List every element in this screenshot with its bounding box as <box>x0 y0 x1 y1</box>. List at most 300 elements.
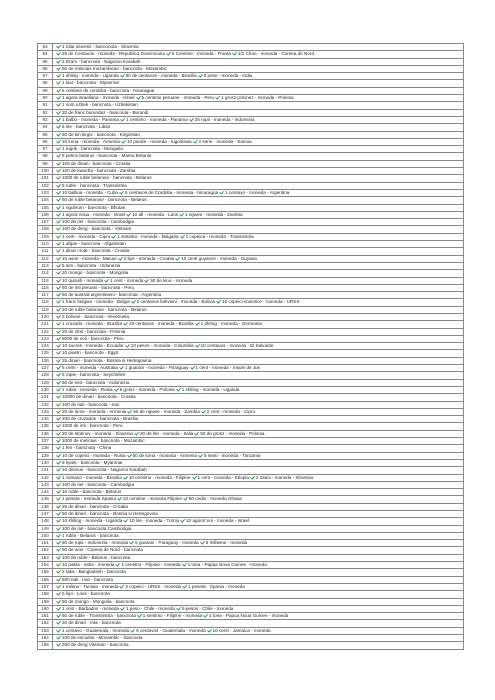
table-row <box>38 197 464 204</box>
checkmark-icon <box>195 322 200 326</box>
item-text: 1 tolar slovenii - banconota - Slovenia <box>62 44 139 49</box>
item-text: 5 rupie - bancnota - Seychelles <box>62 372 126 378</box>
row-number: 95 <box>38 131 53 138</box>
item-text: 10 ruble - bancnota - Belarus <box>62 489 122 495</box>
row-items <box>53 73 464 80</box>
row-items <box>53 386 464 393</box>
checkmark-icon <box>56 366 61 370</box>
table-row <box>38 365 464 372</box>
item-text: 1 cent - moneda <box>110 277 144 283</box>
checkmark-icon <box>56 169 61 173</box>
row-items <box>53 284 464 291</box>
row-items <box>53 452 464 459</box>
row-number: 84 <box>38 51 53 58</box>
table-row <box>38 532 464 539</box>
table-row <box>38 598 464 605</box>
checkmark-icon <box>56 344 61 348</box>
checkmark-icon <box>216 300 221 304</box>
checkmark-icon <box>56 139 61 143</box>
item-text: 1 centavo - moneda - Argentina <box>225 189 290 195</box>
item-text: 1 peso - Chile - moneda <box>125 605 175 611</box>
checkmark-icon <box>56 636 61 640</box>
checkmark-icon <box>56 497 61 501</box>
checkmark-icon <box>56 293 61 297</box>
item-text: 5 grosz - moneda - Polonia <box>119 386 175 392</box>
row-number: 125 <box>38 350 53 357</box>
item-text: 10 de copeici - moneda - Rusia <box>62 452 126 458</box>
row-number: 105 <box>38 204 53 211</box>
row-number: 153 <box>38 554 53 561</box>
checkmark-icon <box>56 358 61 362</box>
item-text: 100 de riel - bancnota - Cambodgia <box>62 481 135 487</box>
row-items <box>53 598 464 605</box>
row-items <box>53 416 464 423</box>
table-row <box>38 576 464 583</box>
item-text: 5 centi - moneda - Australia <box>62 365 118 371</box>
row-items <box>53 116 464 123</box>
checkmark-icon <box>137 614 142 618</box>
row-items <box>53 430 464 437</box>
row-items <box>53 65 464 72</box>
row-items <box>53 635 464 642</box>
item-text: 1 tugrik - bancnota - Mongolia <box>62 146 123 152</box>
item-text: 2 tolarii - moneda - Slovenia <box>255 474 314 480</box>
row-items <box>53 379 464 386</box>
row-number: 88 <box>38 80 53 87</box>
item-text: 200 de cruzados - bancnota - Brazilia <box>62 416 139 422</box>
table-row <box>38 182 464 189</box>
row-number: 156 <box>38 576 53 583</box>
item-text: 100 de kwacha - bancnota - Zambia <box>62 168 136 174</box>
checkmark-icon <box>56 621 61 625</box>
item-text: 5000 de soli - bancnota - Peru <box>62 335 124 341</box>
item-text: 1 copeica - moneda - Transnistria <box>185 233 254 239</box>
row-items <box>53 277 464 284</box>
row-number: 141 <box>38 467 53 474</box>
item-text: 1000 de meticais - bancnota - Mozambic <box>62 438 145 444</box>
checkmark-icon <box>56 117 61 121</box>
item-text: 1 guarani - moneda - Paraguay <box>124 365 189 371</box>
item-text: 2 taka - Bangladesh - bancnota <box>62 569 126 575</box>
item-text: 2 Dram - bancnota - Nagorno Karabah <box>62 58 141 64</box>
item-text: 1 pfenig - moneda - Germania <box>200 321 262 327</box>
item-text: 10 centime - moneda Filipine <box>122 496 182 502</box>
checkmark-icon <box>194 431 199 435</box>
table-row <box>38 226 464 233</box>
table-row <box>38 160 464 167</box>
table-row <box>38 87 464 94</box>
checkmark-icon <box>56 395 61 399</box>
checkmark-icon <box>189 117 194 121</box>
checkmark-icon <box>219 190 224 194</box>
row-number: 160 <box>38 605 53 612</box>
row-items <box>53 605 464 612</box>
row-items <box>53 270 464 277</box>
checkmark-icon <box>136 96 141 100</box>
row-items <box>53 547 464 554</box>
row-number: 86 <box>38 65 53 72</box>
table-row <box>38 452 464 459</box>
item-text: 1 dinar croat - bancnota - Croatia <box>62 248 130 254</box>
item-text: 5 centime de cordoba - bancnota - Nicaragua <box>62 87 155 93</box>
table-row <box>38 102 464 109</box>
table-row <box>38 343 464 350</box>
table-row <box>38 591 464 598</box>
checkmark-icon <box>198 74 203 78</box>
checkmark-icon <box>207 628 212 632</box>
table-row <box>38 109 464 116</box>
checkmark-icon <box>176 606 181 610</box>
row-number: 139 <box>38 452 53 459</box>
checkmark-icon <box>56 431 61 435</box>
table-row <box>38 299 464 306</box>
item-text: 50 de rupii - Indonezia - moneda <box>62 540 129 546</box>
row-number: 121 <box>38 321 53 328</box>
checkmark-icon <box>56 351 61 355</box>
table-row <box>38 416 464 423</box>
row-items <box>53 58 464 65</box>
item-text: 5 kyats - bancnota - Myanmar <box>62 459 123 465</box>
row-number: 117 <box>38 292 53 299</box>
checkmark-icon <box>179 212 184 216</box>
row-number: 145 <box>38 496 53 503</box>
checkmark-icon <box>250 475 255 479</box>
checkmark-icon <box>56 271 61 275</box>
item-text: 500 riali - Iran - bancnota <box>62 576 114 582</box>
row-number: 154 <box>38 562 53 569</box>
checkmark-icon <box>56 329 61 333</box>
item-text: 100 de escudos - Mozambic - bancnota <box>62 635 143 641</box>
row-items <box>53 518 464 525</box>
item-text: 1 cent - moneda - Cipru <box>62 233 111 239</box>
row-items <box>53 219 464 226</box>
row-number: 112 <box>38 255 53 262</box>
row-number: 102 <box>38 182 53 189</box>
checkmark-icon <box>56 439 61 443</box>
checkmark-icon <box>123 519 128 523</box>
row-items <box>53 438 464 445</box>
item-text: 1 som uzbek - bancnota - Uzbekistan <box>62 102 138 108</box>
checkmark-icon <box>56 548 61 552</box>
row-number: 127 <box>38 365 53 372</box>
row-number: 126 <box>38 357 53 364</box>
row-number: 161 <box>38 613 53 620</box>
row-items <box>53 562 464 569</box>
checkmark-icon <box>56 599 61 603</box>
table-row <box>38 335 464 342</box>
checkmark-icon <box>56 417 61 421</box>
row-items <box>53 525 464 532</box>
item-text: 2 lipe - moneda - Croatia <box>123 255 175 261</box>
table-row <box>38 124 464 131</box>
row-items <box>53 613 464 620</box>
row-number: 164 <box>38 635 53 642</box>
checkmark-icon <box>56 249 61 253</box>
item-text: 1 fen - bancnota - China <box>62 445 112 451</box>
item-text: 5 Centime - moneda - Franta <box>171 51 231 57</box>
checkmark-icon <box>56 402 61 406</box>
item-text: 2 centavos bolivieni - moneda - Bolivia <box>136 299 216 305</box>
row-items <box>53 131 464 138</box>
item-text: 20 de stotinov - moneda - Slovenia <box>62 430 133 436</box>
table-row <box>38 459 464 466</box>
table-row <box>38 241 464 248</box>
row-number: 151 <box>38 540 53 547</box>
checkmark-icon <box>56 453 61 457</box>
checkmark-icon <box>56 526 61 530</box>
row-items <box>53 211 464 218</box>
item-text: 25 rupii - moneda - Indonezia <box>194 116 255 122</box>
row-number: 134 <box>38 416 53 423</box>
row-number: 108 <box>38 226 53 233</box>
checkmark-icon <box>176 387 181 391</box>
item-text: 20 mongo - bancnota - Mongolia <box>62 270 129 276</box>
row-items <box>53 197 464 204</box>
row-number: 132 <box>38 401 53 408</box>
item-text: 10 pesos - moneda - Columbia <box>130 343 194 349</box>
row-items <box>53 576 464 583</box>
checkmark-icon <box>56 59 61 63</box>
table-row <box>38 233 464 240</box>
row-items <box>53 343 464 350</box>
item-text: 100 de dinari - bancnota - Croatia <box>62 160 131 166</box>
checkmark-icon <box>56 460 61 464</box>
row-items <box>53 335 464 342</box>
row-items <box>53 175 464 182</box>
item-text: 50 de grosz - moneda - Polonia <box>200 430 265 436</box>
row-items <box>53 95 464 102</box>
item-text: 10 luma - moneda - Armenia <box>62 138 120 144</box>
row-number: 149 <box>38 525 53 532</box>
row-items <box>53 299 464 306</box>
row-items <box>53 401 464 408</box>
item-text: 10 afi - moneda - Laos <box>132 211 179 217</box>
table-row <box>38 270 464 277</box>
checkmark-icon <box>56 584 61 588</box>
row-number: 99 <box>38 160 53 167</box>
checkmark-icon <box>127 409 132 413</box>
item-text: 5 pese - moneda - India <box>203 73 253 79</box>
table-row <box>38 189 464 196</box>
checkmark-icon <box>134 431 139 435</box>
item-text: 1 agora noua - moneda - Israel <box>62 211 126 217</box>
item-text: 1 peseta - Spania - moneda <box>188 583 245 589</box>
table-row <box>38 423 464 430</box>
table-row <box>38 51 464 58</box>
checkmark-icon <box>56 563 61 567</box>
item-text: 50 de ruble belaruse - bancnota - Belarus <box>62 197 147 203</box>
checkmark-icon <box>56 285 61 289</box>
row-items <box>53 540 464 547</box>
table-row <box>38 627 464 634</box>
row-items <box>53 620 464 627</box>
item-text: 1000 de ruble belaruse - bancnota - Belarus <box>62 175 152 181</box>
table-row <box>38 168 464 175</box>
row-items <box>53 313 464 320</box>
item-text: 200 de dong Vietnam - bancnota <box>62 642 129 648</box>
checkmark-icon <box>56 424 61 428</box>
item-text: 10 copeici sovietice - moneda - URSS <box>222 299 300 305</box>
item-text: 5 centavos - Guatemala - moneda <box>136 627 206 633</box>
table-row <box>38 80 464 87</box>
item-text: 10 centavos - moneda - El Salvador <box>200 343 274 349</box>
item-text: 20 de zloti - bancnota - Polonia <box>62 328 126 334</box>
item-text: 10 piastri - bancnota - Egipt <box>62 350 119 356</box>
table-row <box>38 65 464 72</box>
checkmark-icon <box>56 190 61 194</box>
row-items <box>53 372 464 379</box>
item-text: 1 grosz polonez - moneda - Polonia <box>221 95 294 101</box>
row-items <box>53 489 464 496</box>
row-number: 137 <box>38 438 53 445</box>
item-text: 50 de centavos - moneda - Brazilia <box>125 73 197 79</box>
item-text: 5 pesos - Chile - moneda <box>181 605 234 611</box>
checkmark-icon <box>56 183 61 187</box>
item-text: 50 de australi argentinieni - bancnota - Argentina <box>62 292 162 298</box>
item-text: 5 lire - bancnota - Liban <box>62 124 111 130</box>
table-row <box>38 511 464 518</box>
table-row <box>38 248 464 255</box>
item-text: 100 de dong - bancnota - Vietnam <box>62 226 132 232</box>
item-text: 1 afgan - bancnota - Afganistan <box>62 241 126 247</box>
row-items <box>53 503 464 510</box>
row-items <box>53 365 464 372</box>
checkmark-icon <box>56 154 61 158</box>
table-row <box>38 401 464 408</box>
row-items <box>53 109 464 116</box>
table-row <box>38 146 464 153</box>
checkmark-icon <box>56 475 61 479</box>
row-items <box>53 357 464 364</box>
item-text: 1 rubla - Belarus - bancnota <box>62 532 119 538</box>
row-items <box>53 182 464 189</box>
row-number: 144 <box>38 489 53 496</box>
table-row <box>38 540 464 547</box>
checkmark-icon <box>56 606 61 610</box>
row-number: 101 <box>38 175 53 182</box>
table-row <box>38 518 464 525</box>
row-number: 138 <box>38 445 53 452</box>
row-items <box>53 511 464 518</box>
item-text: 20 de dinari - Irak - bancnota <box>62 620 121 626</box>
item-text: 100 de riel - bancnota - Cambodgia <box>62 219 135 225</box>
checkmark-icon <box>56 256 61 260</box>
table-row <box>38 153 464 160</box>
table-row <box>38 620 464 627</box>
item-text: 10 lire - moneda - Turcia <box>129 518 180 524</box>
row-number: 147 <box>38 511 53 518</box>
table-row <box>38 95 464 102</box>
row-items <box>53 459 464 466</box>
item-text: 10 dinmuri - bancnota - Nagorno Karabah <box>62 467 147 473</box>
checkmark-icon <box>56 541 61 545</box>
item-text: 1 ngultrum - bancnota - Bhutan <box>62 204 126 210</box>
item-text: 2 sene - moneda - Samoa <box>198 138 252 144</box>
row-number: 158 <box>38 591 53 598</box>
checkmark-icon <box>56 227 61 231</box>
table-row <box>38 554 464 561</box>
row-items <box>53 51 464 58</box>
item-text: 1 franc belgian - moneda - Belgia <box>62 299 130 305</box>
checkmark-icon <box>192 475 197 479</box>
checkmark-icon <box>56 205 61 209</box>
item-text: 1/2 Chon - moneda - Coreea de Nord <box>237 51 315 57</box>
row-items <box>53 226 464 233</box>
item-text: 1 toea - Papua Noua Guinee - moneda <box>209 613 289 619</box>
row-number: 93 <box>38 116 53 123</box>
item-text: 50 de meticais mozambican - bancnota - Mozambic <box>62 65 167 71</box>
item-text: 10 sucres - moneda - Ecuador <box>62 343 124 349</box>
table-row <box>38 467 464 474</box>
item-text: 50 de mongo - Mongolia - bancnota <box>62 598 135 604</box>
item-text: 100 de riali - bancnota - Iran <box>62 401 120 407</box>
row-number: 96 <box>38 138 53 145</box>
table-row <box>38 394 464 401</box>
table-row <box>38 284 464 291</box>
row-items <box>53 532 464 539</box>
table-row <box>38 642 464 649</box>
item-text: 50 de inti peruani - bancnota - Peru <box>62 284 135 290</box>
item-text: 5 senti - moneda - Tanzania <box>203 452 261 458</box>
row-number: 111 <box>38 248 53 255</box>
row-items <box>53 423 464 430</box>
row-items <box>53 168 464 175</box>
checkmark-icon <box>56 533 61 537</box>
checkmark-icon <box>118 256 123 260</box>
table-row <box>38 547 464 554</box>
row-number: 157 <box>38 583 53 590</box>
row-items <box>53 262 464 269</box>
checkmark-icon <box>120 606 125 610</box>
checkmark-icon <box>120 117 125 121</box>
row-items <box>53 306 464 313</box>
row-items <box>53 241 464 248</box>
item-text: 5 petice belarus - bancnota - Marea Britanie <box>62 153 152 159</box>
row-number: 100 <box>38 168 53 175</box>
item-text: 1 cent - moneda - Etiopia <box>197 474 249 480</box>
row-items <box>53 467 464 474</box>
checkmark-icon <box>126 212 131 216</box>
row-number: 136 <box>38 430 53 437</box>
checkmark-icon <box>56 147 61 151</box>
checkmark-icon <box>56 125 61 129</box>
item-text: 10 parale - moneda - Iugoslavia <box>126 138 192 144</box>
table-row <box>38 262 464 269</box>
checkmark-icon <box>56 614 61 618</box>
row-items <box>53 583 464 590</box>
table-row <box>38 525 464 532</box>
row-items <box>53 642 464 649</box>
checkmark-icon <box>56 555 61 559</box>
table-row <box>38 313 464 320</box>
checkmark-icon <box>144 278 149 282</box>
checkmark-icon <box>123 322 128 326</box>
row-items <box>53 474 464 481</box>
row-number: 119 <box>38 306 53 313</box>
row-number: 146 <box>38 503 53 510</box>
row-number: 128 <box>38 372 53 379</box>
row-items <box>53 627 464 634</box>
row-items <box>53 80 464 87</box>
checkmark-icon <box>56 66 61 70</box>
checkmark-icon <box>182 584 187 588</box>
item-text: 5 kipi - Laos - bancnota <box>62 591 110 597</box>
table-row <box>38 350 464 357</box>
row-number: 148 <box>38 518 53 525</box>
table-row <box>38 386 464 393</box>
row-number: 122 <box>38 328 53 335</box>
row-number: 142 <box>38 474 53 481</box>
